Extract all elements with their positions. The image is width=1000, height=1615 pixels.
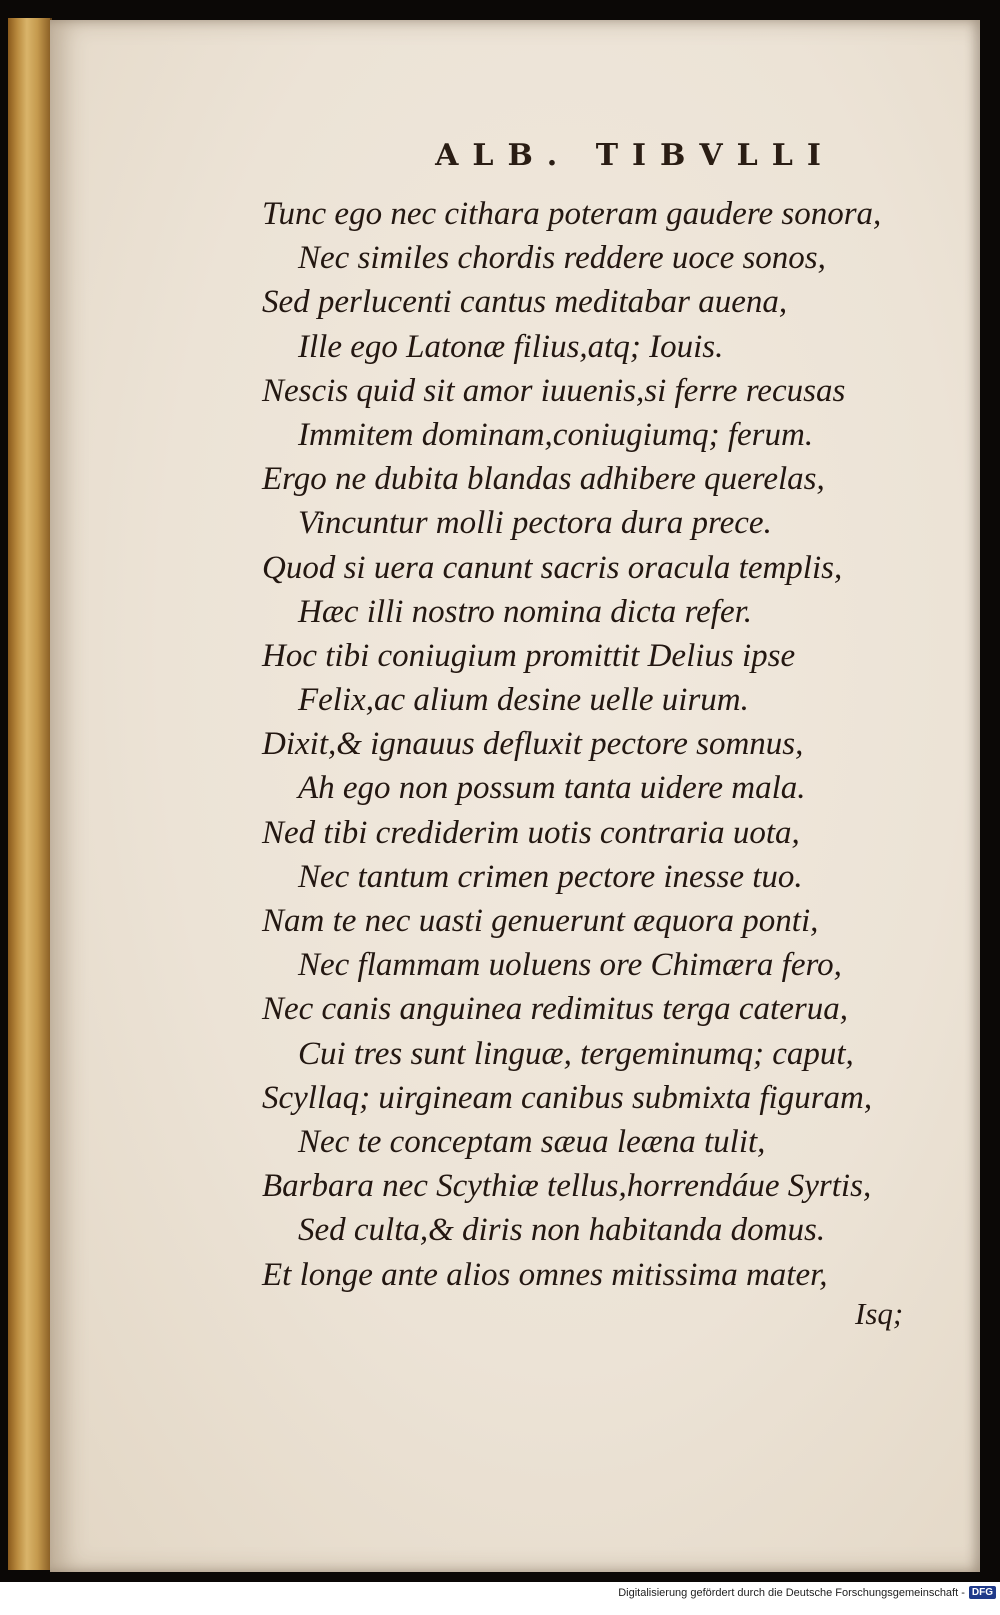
- verse-line: Vincuntur molli pectora dura prece.: [298, 505, 772, 542]
- verse-block: [50, 192, 980, 1297]
- verse-line: Tunc ego nec cithara poteram gaudere sonora,: [262, 196, 882, 232]
- verse-line: Sed perlucenti cantus meditabar auena,: [262, 284, 788, 321]
- verse-line: Nec canis anguinea redimitus terga caterua,: [262, 991, 848, 1028]
- verse-line: Barbara nec Scythiæ tellus,horrendáue Syrtis,: [262, 1168, 872, 1205]
- verse-line: Dixit,& ignauus defluxit pectore somnus,: [262, 726, 804, 763]
- verse-line: Ah ego non possum tanta uidere mala.: [298, 770, 806, 807]
- verse-line: Nec flammam uoluens ore Chimæra fero,: [298, 947, 842, 984]
- digitization-footer: [618, 1586, 996, 1599]
- verse-line: Sed culta,& diris non habitanda domus.: [298, 1212, 826, 1249]
- verse-line: Scyllaq; uirgineam canibus submixta figuram,: [262, 1079, 873, 1116]
- verse-line: Nam te nec uasti genuerunt æquora ponti,: [262, 903, 819, 939]
- book-page: [50, 20, 980, 1572]
- verse-line: Ille ego Latonæ filius,atq; Iouis.: [298, 328, 724, 365]
- verse-line: Cui tres sunt linguæ, tergeminumq; caput,: [298, 1035, 854, 1072]
- verse-line: Nec te conceptam sæua leæna tulit,: [298, 1123, 766, 1160]
- verse-line: Hæc illi nostro nomina dicta refer.: [298, 593, 753, 630]
- verse-line: Ergo ne dubita blandas adhibere querelas,: [262, 461, 825, 498]
- signature-mark: Isq;: [855, 1296, 904, 1331]
- verse-line: Nec tantum crimen pectore inesse tuo.: [298, 858, 803, 895]
- book-edge: [8, 18, 52, 1570]
- footer-text: Digitalisierung gefördert durch die Deutsche Forschungsgemeinschaft -: [618, 1586, 965, 1599]
- verse-line: Ned tibi crediderim uotis contraria uota,: [262, 814, 800, 851]
- running-head: ALB. TIBVLLI: [435, 138, 835, 173]
- verse-line: Felix,ac alium desine uelle uirum.: [298, 682, 749, 719]
- dfg-logo: DFG: [969, 1586, 996, 1599]
- verse-line: Et longe ante alios omnes mitissima mater,: [262, 1256, 828, 1293]
- verse-line: Nescis quid sit amor iuuenis,si ferre recusas: [262, 372, 846, 409]
- verse-line: Immitem dominam,coniugiumq; ferum.: [298, 416, 814, 453]
- verse-line: Quod si uera canunt sacris oracula templis,: [262, 549, 843, 586]
- verse-line: Nec similes chordis reddere uoce sonos,: [298, 240, 826, 277]
- verse-line: Hoc tibi coniugium promittit Delius ipse: [262, 637, 796, 674]
